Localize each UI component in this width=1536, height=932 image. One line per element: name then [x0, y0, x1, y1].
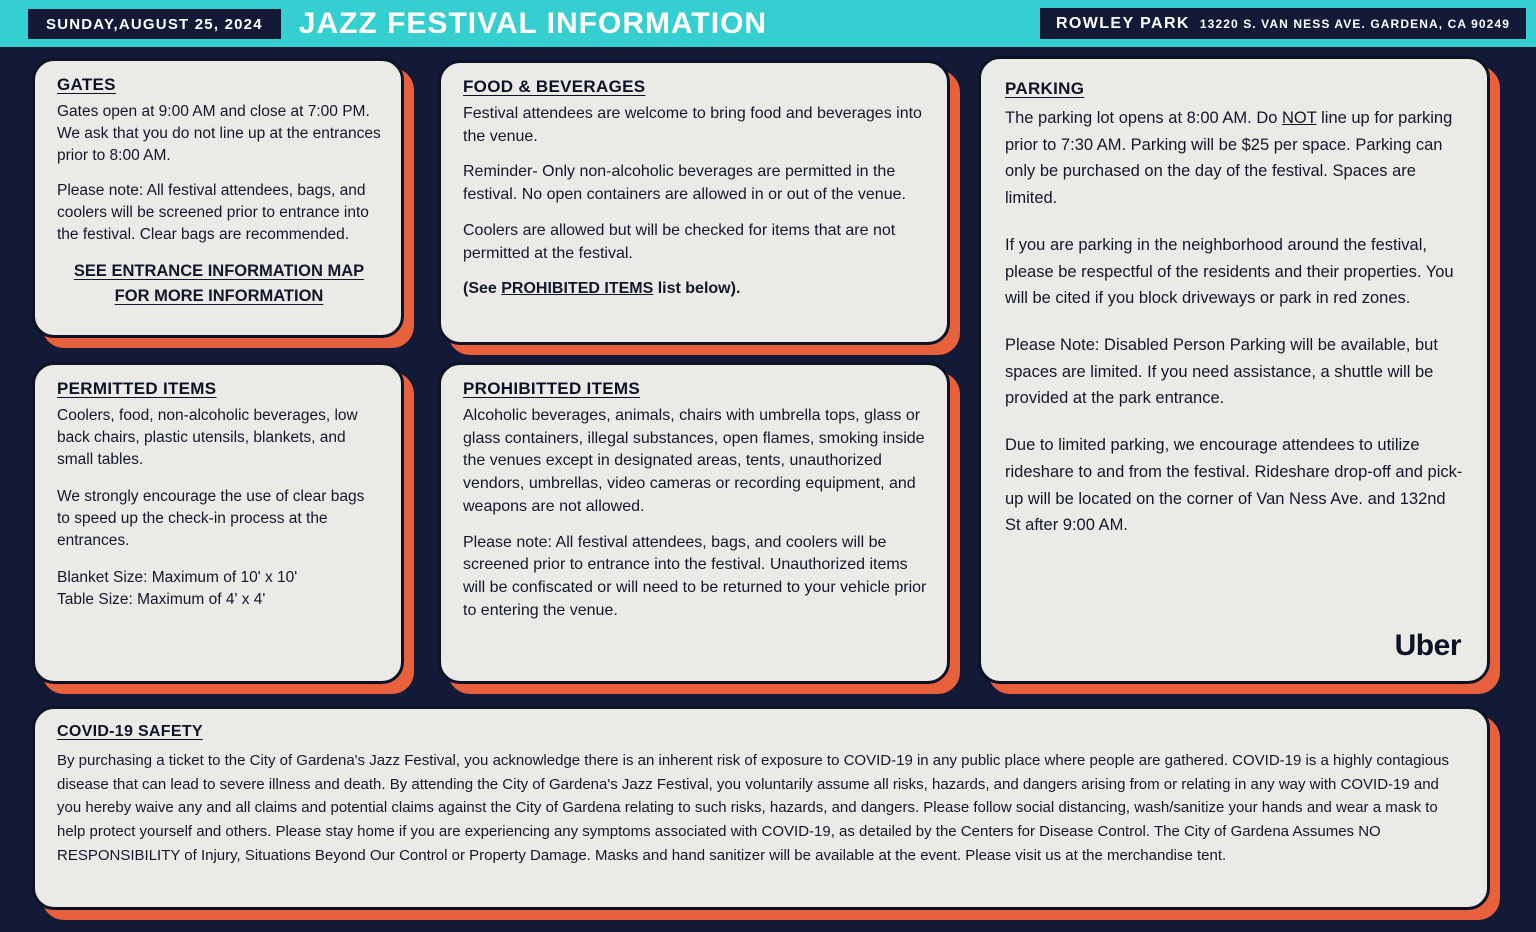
parking-title: PARKING — [1005, 79, 1085, 98]
header-date: SUNDAY,AUGUST 25, 2024 — [28, 9, 281, 39]
table-size-note: Table Size: Maximum of 4' x 4' — [57, 591, 266, 608]
permitted-items-card-body — [32, 362, 404, 684]
parking-paragraph-3: Please Note: Disabled Person Parking will be available, but spaces are limited. If you need assistance, a shuttle will be provided at the park entrance. — [1005, 336, 1438, 408]
prohibited-items-reference-link[interactable]: PROHIBITED ITEMS — [501, 280, 654, 298]
food-ref-prefix: (See — [463, 280, 502, 298]
gates-card-body — [32, 58, 404, 338]
prohibited-items-card — [438, 362, 950, 684]
venue-address: 13220 S. VAN NESS AVE. GARDENA, CA 90249 — [1199, 17, 1510, 31]
prohibited-items-card-body — [438, 362, 950, 684]
food-paragraph-3: Coolers are allowed but will be checked for items that are not permitted at the festival. — [463, 221, 896, 262]
uber-logo: Uber — [1394, 629, 1461, 662]
gates-paragraph-2: Please note: All festival attendees, bags, and coolers will be screened prior to entrance into the festival. Clear bags are recommended. — [57, 182, 369, 243]
gates-paragraph-1: Gates open at 9:00 AM and close at 7:00 PM. We ask that you do not line up at the entrances prior to 8:00 AM. — [57, 103, 381, 164]
entrance-map-link-line-1: SEE ENTRANCE INFORMATION MAP — [73, 262, 365, 280]
parking-paragraph-1 — [1005, 105, 1463, 212]
food-prohibited-reference — [463, 278, 927, 301]
gates-card — [32, 58, 404, 338]
permitted-items-paragraph-2: We strongly encourage the use of clear bags to speed up the check-in process at the entrances. — [57, 488, 365, 549]
spacer — [57, 471, 381, 486]
prohibited-paragraph-2: Please note: All festival attendees, bags, and coolers will be screened prior to entrance into the festival. Unauthorized items will be confiscated or will need to be returned to your vehicle prior to entering the venue. — [463, 533, 927, 619]
food-beverages-title: FOOD & BEVERAGES — [463, 77, 646, 96]
header-venue — [1040, 8, 1526, 39]
venue-name: ROWLEY PARK — [1055, 15, 1190, 32]
parking-not-emphasis: NOT — [1282, 109, 1317, 127]
gates-title: GATES — [57, 75, 116, 94]
spacer — [57, 552, 381, 567]
parking-p1-suffix: line up for parking prior to 7:30 AM. Parking will be $25 per space. Parking can only be purchased on the day of the festival. Spaces are limited. — [1005, 109, 1453, 208]
prohibited-paragraph-1: Alcoholic beverages, animals, chairs with umbrella tops, glass or glass containers, illegal substances, open flames, smoking inside the venues except in designated areas, tents, unauthorized vendors, umbrellas, video cameras or recording equipment, and weapons are not allowed. — [463, 407, 925, 515]
permitted-items-card — [32, 362, 404, 684]
covid-safety-card — [32, 706, 1490, 910]
permitted-items-title: PERMITTED ITEMS — [57, 379, 217, 398]
covid-safety-card-body — [32, 706, 1490, 910]
entrance-map-link-line-2: FOR MORE INFORMATION — [114, 286, 324, 305]
parking-card — [978, 56, 1490, 684]
food-beverages-card-body — [438, 60, 950, 345]
food-beverages-card — [438, 60, 950, 345]
food-paragraph-1: Festival attendees are welcome to bring food and beverages into the venue. — [463, 105, 922, 145]
permitted-items-paragraph-1: Coolers, food, non-alcoholic beverages, low back chairs, plastic utensils, blankets, and small tables. — [57, 407, 358, 468]
covid-safety-body: By purchasing a ticket to the City of Gardena's Jazz Festival, you acknowledge there is an inherent risk of exposure to COVID-19 in any public place where people are gathered. COVID-19 is a highly contagious disease that can lead to severe illness and death. By attending the City of Gardena's Jazz Festival, you voluntarily assume all risks, hazards, and dangers arising from or relating in any way with COVID-19 and you hereby waive any and all claims and potential claims against the City of Gardena relating to such risks, hazards, and dangers. Please follow social distancing, wash/sanitize your hands and wear a mask to help protect yourself and others. Please stay home if you are experiencing any symptoms associated with COVID-19, as detailed by the Centers for Disease Control. The City of Gardena Assumes NO RESPONSIBILITY of Injury, Situations Beyond Our Control or Property Damage. Masks and hand sanitizer will be available at the event. Please visit us at the merchandise tent. — [57, 752, 1449, 864]
prohibited-items-title: PROHIBITTED ITEMS — [463, 379, 640, 398]
parking-paragraph-4: Due to limited parking, we encourage attendees to utilize rideshare to and from the festival. Rideshare drop-off and pick-up will be located on the corner of Van Ness Ave. and 132nd St after 9:00 AM. — [1005, 436, 1463, 535]
parking-card-body — [978, 56, 1490, 684]
parking-paragraph-2: If you are parking in the neighborhood around the festival, please be respectful of the residents and their properties. You will be cited if you block driveways or park in red zones. — [1005, 235, 1454, 308]
covid-safety-title: COVID-19 SAFETY — [57, 723, 203, 740]
food-paragraph-2: Reminder- Only non-alcoholic beverages are permitted in the festival. No open containers are allowed in or out of the venue. — [463, 163, 906, 204]
page-title: JAZZ FESTIVAL INFORMATION — [298, 6, 768, 40]
food-ref-suffix: list below). — [653, 280, 741, 298]
page-header — [0, 0, 1536, 47]
blanket-size-note: Blanket Size: Maximum of 10' x 10' — [57, 569, 298, 586]
parking-p1-prefix: The parking lot opens at 8:00 AM. Do — [1005, 109, 1282, 127]
entrance-map-link[interactable] — [57, 259, 381, 309]
